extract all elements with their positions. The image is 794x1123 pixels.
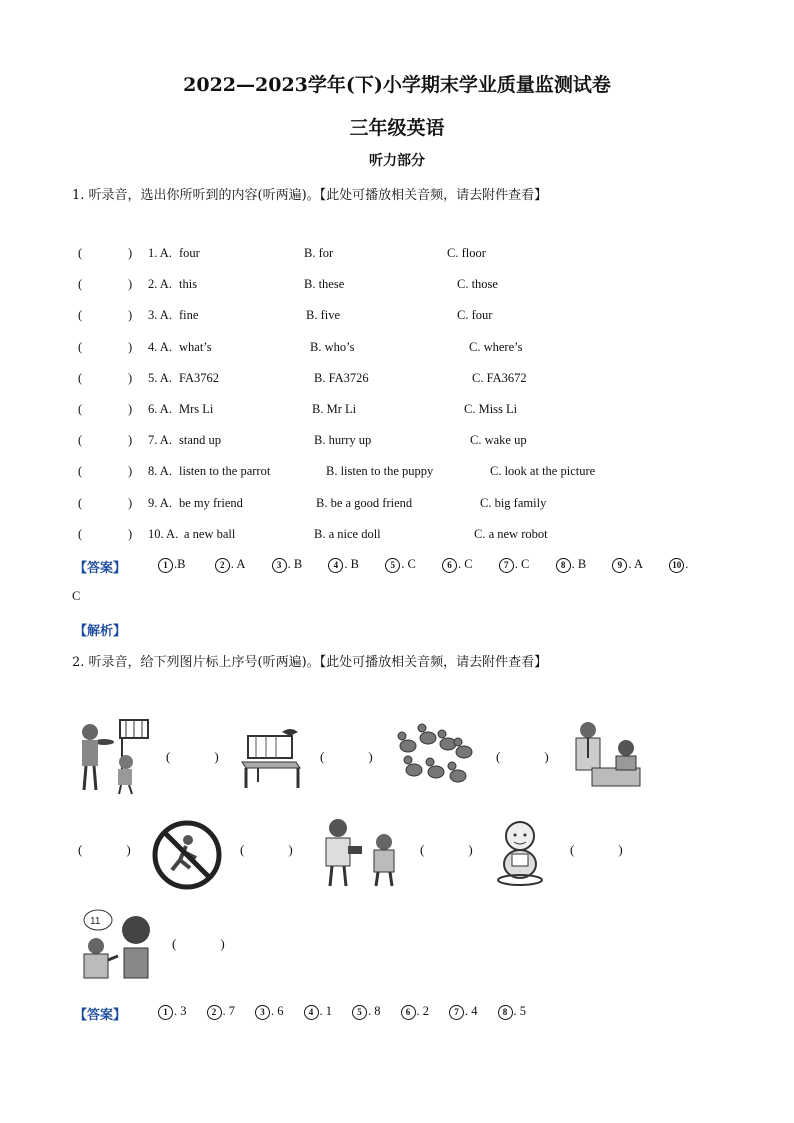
- q1-answer-wrap: C: [72, 589, 81, 603]
- answer-blank-left[interactable]: (: [78, 402, 83, 416]
- answer-blank-right[interactable]: ): [128, 277, 133, 292]
- q1-option-row: [72, 308, 772, 328]
- answer-item: [215, 557, 246, 573]
- answer-blank-left[interactable]: (: [78, 464, 83, 479]
- answer-number-circle: 3: [255, 1005, 270, 1020]
- option-number: 8. A.: [148, 464, 172, 479]
- option-c[interactable]: C. those: [457, 277, 498, 292]
- answer-value: . C: [401, 557, 416, 571]
- answer-item: [385, 557, 416, 573]
- answer-blank-left[interactable]: (: [78, 339, 83, 354]
- answer-item: [352, 1004, 381, 1020]
- answer-number-circle: 7: [499, 558, 514, 573]
- answer-item: [304, 1004, 333, 1020]
- answer-number-circle: 1: [158, 558, 173, 573]
- answer-blank-right[interactable]: ): [128, 308, 133, 323]
- option-a[interactable]: stand up: [179, 433, 222, 448]
- option-number: 6. A.: [148, 402, 172, 416]
- option-number: 10. A.: [148, 526, 179, 541]
- answer-number-circle: 2: [207, 1005, 222, 1020]
- answer-number-circle: 3: [272, 558, 287, 573]
- answer-blank-right[interactable]: ): [128, 246, 133, 260]
- answer-blank-left[interactable]: (: [78, 495, 83, 510]
- option-a[interactable]: FA3762: [179, 370, 220, 385]
- option-b[interactable]: B. hurry up: [314, 433, 372, 448]
- no-running-sign-picture: [150, 818, 224, 892]
- answer-value: . 3: [174, 1004, 187, 1018]
- option-a[interactable]: a new ball: [184, 526, 236, 541]
- answer-value: . 5: [513, 1004, 526, 1018]
- baby-picture: [494, 818, 546, 886]
- page-subtitle: 三年级英语: [349, 117, 445, 139]
- man-and-woman-picture: [568, 718, 644, 790]
- answer-number-circle: 4: [304, 1005, 319, 1020]
- answer-blank-right[interactable]: ): [128, 495, 133, 510]
- answer-item: [669, 557, 688, 573]
- option-a[interactable]: listen to the parrot: [179, 464, 271, 479]
- answer-value: . B: [571, 557, 587, 571]
- answer-blank-left[interactable]: (: [78, 246, 83, 260]
- option-b[interactable]: B. these: [304, 277, 345, 292]
- q1-option-row: [72, 277, 772, 297]
- option-b[interactable]: B. listen to the puppy: [326, 464, 434, 479]
- answer-number-circle: 9: [612, 558, 627, 573]
- q1-option-row: [72, 246, 772, 266]
- answer-value: .B: [174, 557, 186, 571]
- answer-value: . 2: [416, 1004, 429, 1018]
- answer-number-circle: 6: [442, 558, 457, 573]
- blank-paren-5[interactable]: ( ): [240, 842, 293, 857]
- answer-blank-right[interactable]: ): [128, 526, 133, 541]
- q1-option-row: [72, 340, 772, 360]
- answer-value: . 1: [319, 1004, 332, 1018]
- option-c[interactable]: C. big family: [480, 495, 547, 510]
- answer-value: . 7: [222, 1004, 235, 1018]
- ducks-picture: [394, 722, 476, 788]
- answer-value: . A: [628, 557, 643, 571]
- option-b[interactable]: B. FA3726: [314, 370, 369, 385]
- answer-item: [449, 1004, 478, 1020]
- answer-number-circle: 4: [328, 558, 343, 573]
- q2-prompt: 2. 听录音，给下列图片标上序号(听两遍)。【此处可播放相关音频，请去附件查看】: [72, 655, 548, 670]
- blank-paren-4[interactable]: ( ): [78, 842, 131, 857]
- option-a[interactable]: four: [179, 246, 200, 260]
- option-number: 3. A.: [148, 308, 172, 323]
- q1-analysis-tag: 【解析】: [74, 624, 127, 639]
- blank-paren-7[interactable]: ( ): [570, 842, 623, 857]
- option-c[interactable]: C. FA3672: [472, 370, 527, 385]
- q2-answer-tag: 【答案】: [74, 1008, 127, 1023]
- blank-paren-6[interactable]: ( ): [420, 842, 473, 857]
- option-c[interactable]: C. Miss Li: [464, 402, 518, 416]
- answer-blank-left[interactable]: (: [78, 433, 83, 448]
- answer-item: [556, 557, 587, 573]
- q1-answer-tag: 【答案】: [74, 561, 127, 576]
- answer-value: . C: [458, 557, 473, 571]
- answer-value: . B: [344, 557, 359, 571]
- option-c[interactable]: C. look at the picture: [490, 464, 596, 479]
- answer-item: [158, 557, 185, 573]
- answer-blank-left[interactable]: (: [78, 526, 83, 541]
- answer-item: [255, 1004, 284, 1020]
- answer-number-circle: 7: [449, 1005, 464, 1020]
- option-b[interactable]: B. for: [304, 246, 334, 260]
- option-number: 4. A.: [148, 339, 172, 354]
- option-number: 2. A.: [148, 277, 172, 292]
- answer-value: . A: [230, 557, 246, 571]
- answer-item: [328, 557, 359, 573]
- q1-option-row: [72, 433, 772, 453]
- option-b[interactable]: B. Mr Li: [312, 402, 357, 416]
- option-a[interactable]: what’s: [179, 339, 212, 354]
- man-gives-gift-picture: [318, 816, 404, 888]
- blank-paren-2[interactable]: ( ): [320, 749, 373, 764]
- answer-blank-right[interactable]: ): [128, 433, 133, 448]
- option-a[interactable]: be my friend: [179, 495, 243, 510]
- answer-item: [207, 1004, 236, 1020]
- option-c[interactable]: C. floor: [447, 246, 486, 260]
- blank-paren-3[interactable]: ( ): [496, 749, 549, 764]
- answer-number-circle: 8: [556, 558, 571, 573]
- answer-number-circle: 2: [215, 558, 230, 573]
- option-number: 5. A.: [148, 370, 172, 385]
- q1-option-row: [72, 371, 772, 391]
- answer-value: . 8: [368, 1004, 381, 1018]
- answer-value: . B: [287, 557, 303, 571]
- option-b[interactable]: B. who’s: [310, 339, 355, 354]
- answer-item: [272, 557, 303, 573]
- answer-blank-left[interactable]: (: [78, 308, 83, 323]
- q1-option-row: [72, 496, 772, 516]
- answer-blank-right[interactable]: ): [128, 370, 133, 385]
- option-c[interactable]: C. wake up: [470, 433, 527, 448]
- answer-number-circle: 6: [401, 1005, 416, 1020]
- answer-value: . C: [514, 557, 530, 571]
- answer-blank-right[interactable]: ): [128, 339, 133, 354]
- section-heading: 听力部分: [369, 153, 425, 169]
- option-number: 7. A.: [148, 433, 172, 448]
- two-friends-talking-picture: [76, 908, 156, 982]
- answer-item: [499, 557, 530, 573]
- answer-item: [612, 557, 643, 573]
- answer-number-circle: 10: [669, 558, 684, 573]
- answer-blank-left[interactable]: (: [78, 370, 83, 385]
- page-title: 2022—2023学年(下)小学期末学业质量监测试卷: [183, 74, 611, 96]
- answer-value: . 6: [271, 1004, 284, 1018]
- option-a[interactable]: Mrs Li: [179, 402, 214, 416]
- option-b[interactable]: B. be a good friend: [316, 495, 413, 510]
- answer-item: [498, 1004, 527, 1020]
- answer-blank-left[interactable]: (: [78, 277, 83, 292]
- option-number: 9. A.: [148, 495, 172, 510]
- answer-item: [401, 1004, 430, 1020]
- answer-number-circle: 1: [158, 1005, 173, 1020]
- answer-number-circle: 5: [385, 558, 400, 573]
- option-number: 1. A.: [148, 246, 172, 260]
- blank-paren-8[interactable]: ( ): [172, 936, 225, 951]
- answer-item: [158, 1004, 187, 1020]
- option-b[interactable]: B. five: [306, 308, 341, 323]
- q1-option-row: [72, 402, 772, 422]
- answer-item: [442, 557, 473, 573]
- q1-option-row: [72, 464, 772, 484]
- option-c[interactable]: C. four: [457, 308, 493, 323]
- q1-option-row: [72, 527, 772, 547]
- answer-number-circle: 5: [352, 1005, 367, 1020]
- answer-value: . 4: [465, 1004, 478, 1018]
- option-a[interactable]: fine: [179, 308, 199, 323]
- answer-number-circle: 8: [498, 1005, 513, 1020]
- boy-with-cake-picture: [74, 716, 154, 796]
- answer-blank-right[interactable]: ): [128, 402, 133, 416]
- answer-value: .: [685, 557, 689, 571]
- option-c[interactable]: C. where’s: [469, 339, 523, 354]
- blank-paren-1[interactable]: ( ): [166, 749, 219, 764]
- option-c[interactable]: C. a new robot: [474, 526, 548, 541]
- option-b[interactable]: B. a nice doll: [314, 526, 381, 541]
- q1-prompt: 1. 听录音，选出你所听到的内容(听两遍)。【此处可播放相关音频，请去附件查看】: [72, 188, 548, 203]
- option-a[interactable]: this: [179, 277, 198, 292]
- bird-on-chair-picture: [238, 724, 304, 790]
- answer-blank-right[interactable]: ): [128, 464, 133, 479]
- speech-bubble-text: 11: [90, 916, 101, 927]
